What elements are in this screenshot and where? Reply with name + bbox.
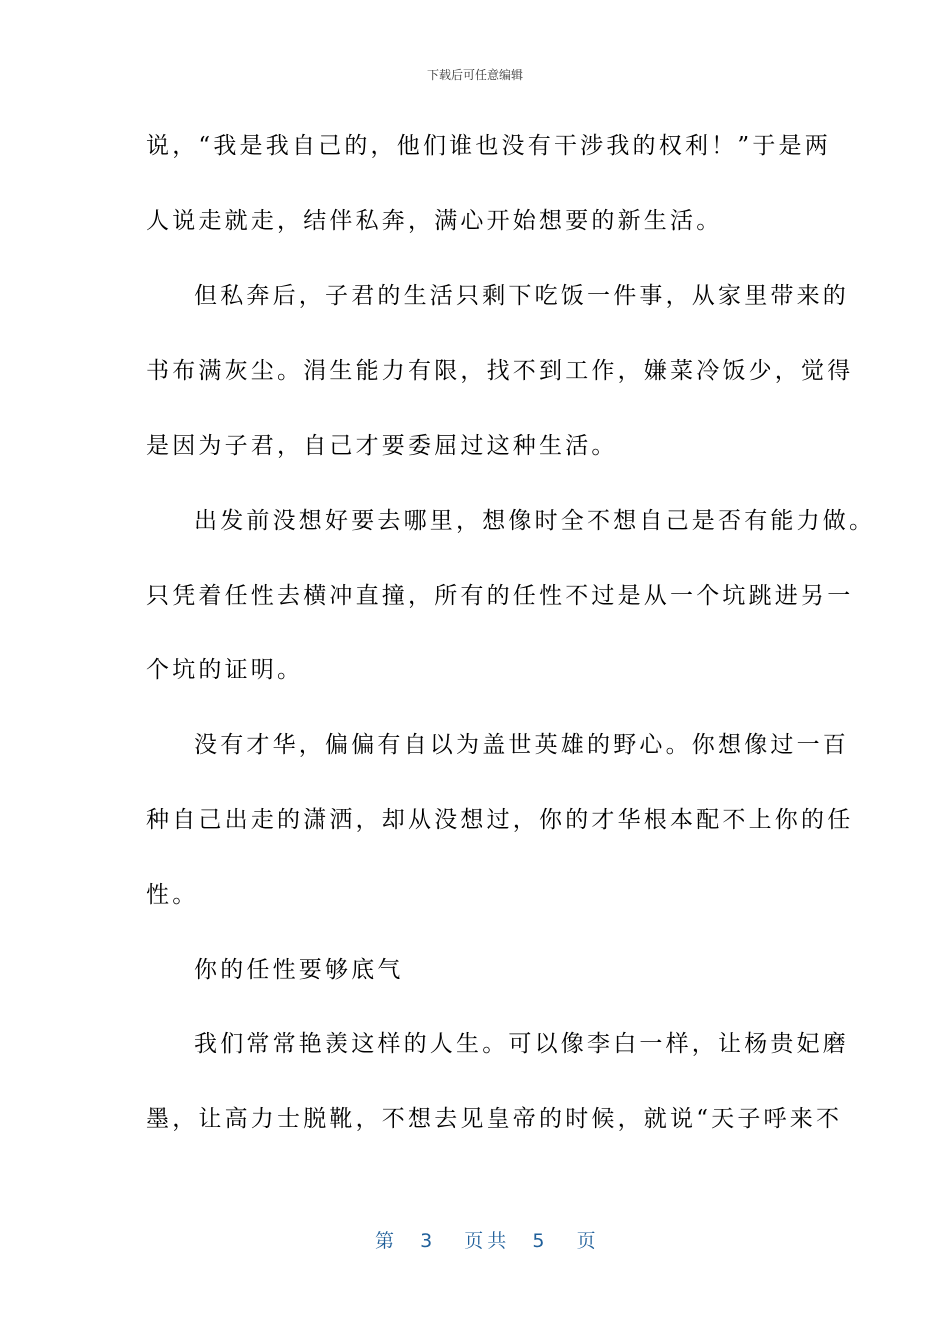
footer-suffix: 页 [576,1230,596,1252]
body-line: 个坑的证明。 [146,657,304,683]
section-heading: 你的任性要够底气 [194,957,404,983]
footer-prefix: 第 [375,1230,395,1252]
page-header: 下载后可任意编辑 [426,68,523,82]
body-line: 人说走就走，结伴私奔，满心开始想要的新生活。 [146,208,723,234]
body-line: 出发前没想好要去哪里，想像时全不想自己是否有能力做。 [194,508,876,534]
body-line: 说，“我是我自己的，他们谁也没有干涉我的权利！”于是两 [146,133,831,159]
footer-middle: 页共 [464,1230,511,1252]
body-line: 书布满灰尘。涓生能力有限，找不到工作，嫌菜冷饭少，觉得 [146,358,854,384]
body-line: 是因为子君，自己才要委屈过这种生活。 [146,433,618,459]
body-line: 但私奔后，子君的生活只剩下吃饭一件事，从家里带来的 [194,283,849,309]
body-line: 只凭着任性去横冲直撞，所有的任性不过是从一个坑跳进另一 [146,583,854,609]
body-line: 没有才华，偏偏有自以为盖世英雄的野心。你想像过一百 [194,732,849,758]
body-line: 种自己出走的潇洒，却从没想过，你的才华根本配不上你的任 [146,807,854,833]
current-page-number: 3 [420,1230,433,1252]
page-footer [375,1226,596,1253]
total-pages-number: 5 [532,1230,545,1252]
body-line: 墨，让高力士脱靴，不想去见皇帝的时候，就说“天子呼来不 [146,1106,843,1132]
body-line: 我们常常艳羡这样的人生。可以像李白一样，让杨贵妃磨 [194,1031,849,1057]
body-line: 性。 [146,882,199,908]
